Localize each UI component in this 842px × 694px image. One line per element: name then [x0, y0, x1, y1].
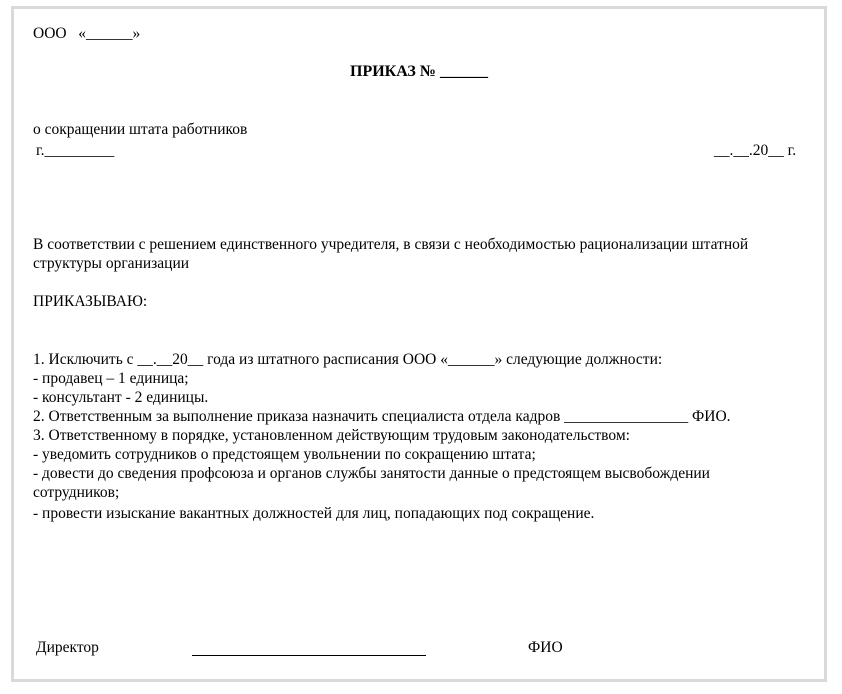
order-item: - довести до сведения профсоюза и органов службы занятости данные о предстоящем высвобождении [33, 465, 710, 482]
order-word: ПРИКАЗЫВАЮ: [33, 293, 148, 310]
city-field: г._________ [36, 142, 115, 159]
signature-name: ФИО [528, 639, 563, 656]
order-item: сотрудников; [33, 484, 120, 501]
order-item: - уведомить сотрудников о предстоящем увольнении по сокращению штата; [33, 446, 536, 463]
preamble-line-1: В соответствии с решением единственного учредителя, в связи с необходимостью рационализации штатной [33, 236, 749, 253]
document-page [11, 6, 827, 682]
order-item: 2. Ответственным за выполнение приказа назначить специалиста отдела кадров ________________ ФИО. [33, 408, 731, 425]
date-field: __.__.20__ г. [714, 142, 797, 159]
signature-position: Директор [36, 639, 99, 656]
order-item: 1. Исключить с __.__20__ года из штатного расписания ООО «______» следующие должности: [33, 351, 663, 368]
order-item: 3. Ответственному в порядке, установленном действующим трудовым законодательством: [33, 427, 630, 444]
order-item: - консультант - 2 единицы. [33, 389, 209, 406]
order-item: - провести изыскание вакантных должностей для лиц, попадающих под сокращение. [33, 505, 595, 522]
document-subject: о сокращении штата работников [33, 121, 248, 138]
signature-line [192, 655, 426, 656]
document-title: ПРИКАЗ № ______ [350, 63, 488, 80]
order-item: - продавец – 1 единица; [33, 370, 189, 387]
preamble-line-2: структуры организации [33, 255, 190, 272]
organization-name: ООО «______» [33, 25, 141, 42]
